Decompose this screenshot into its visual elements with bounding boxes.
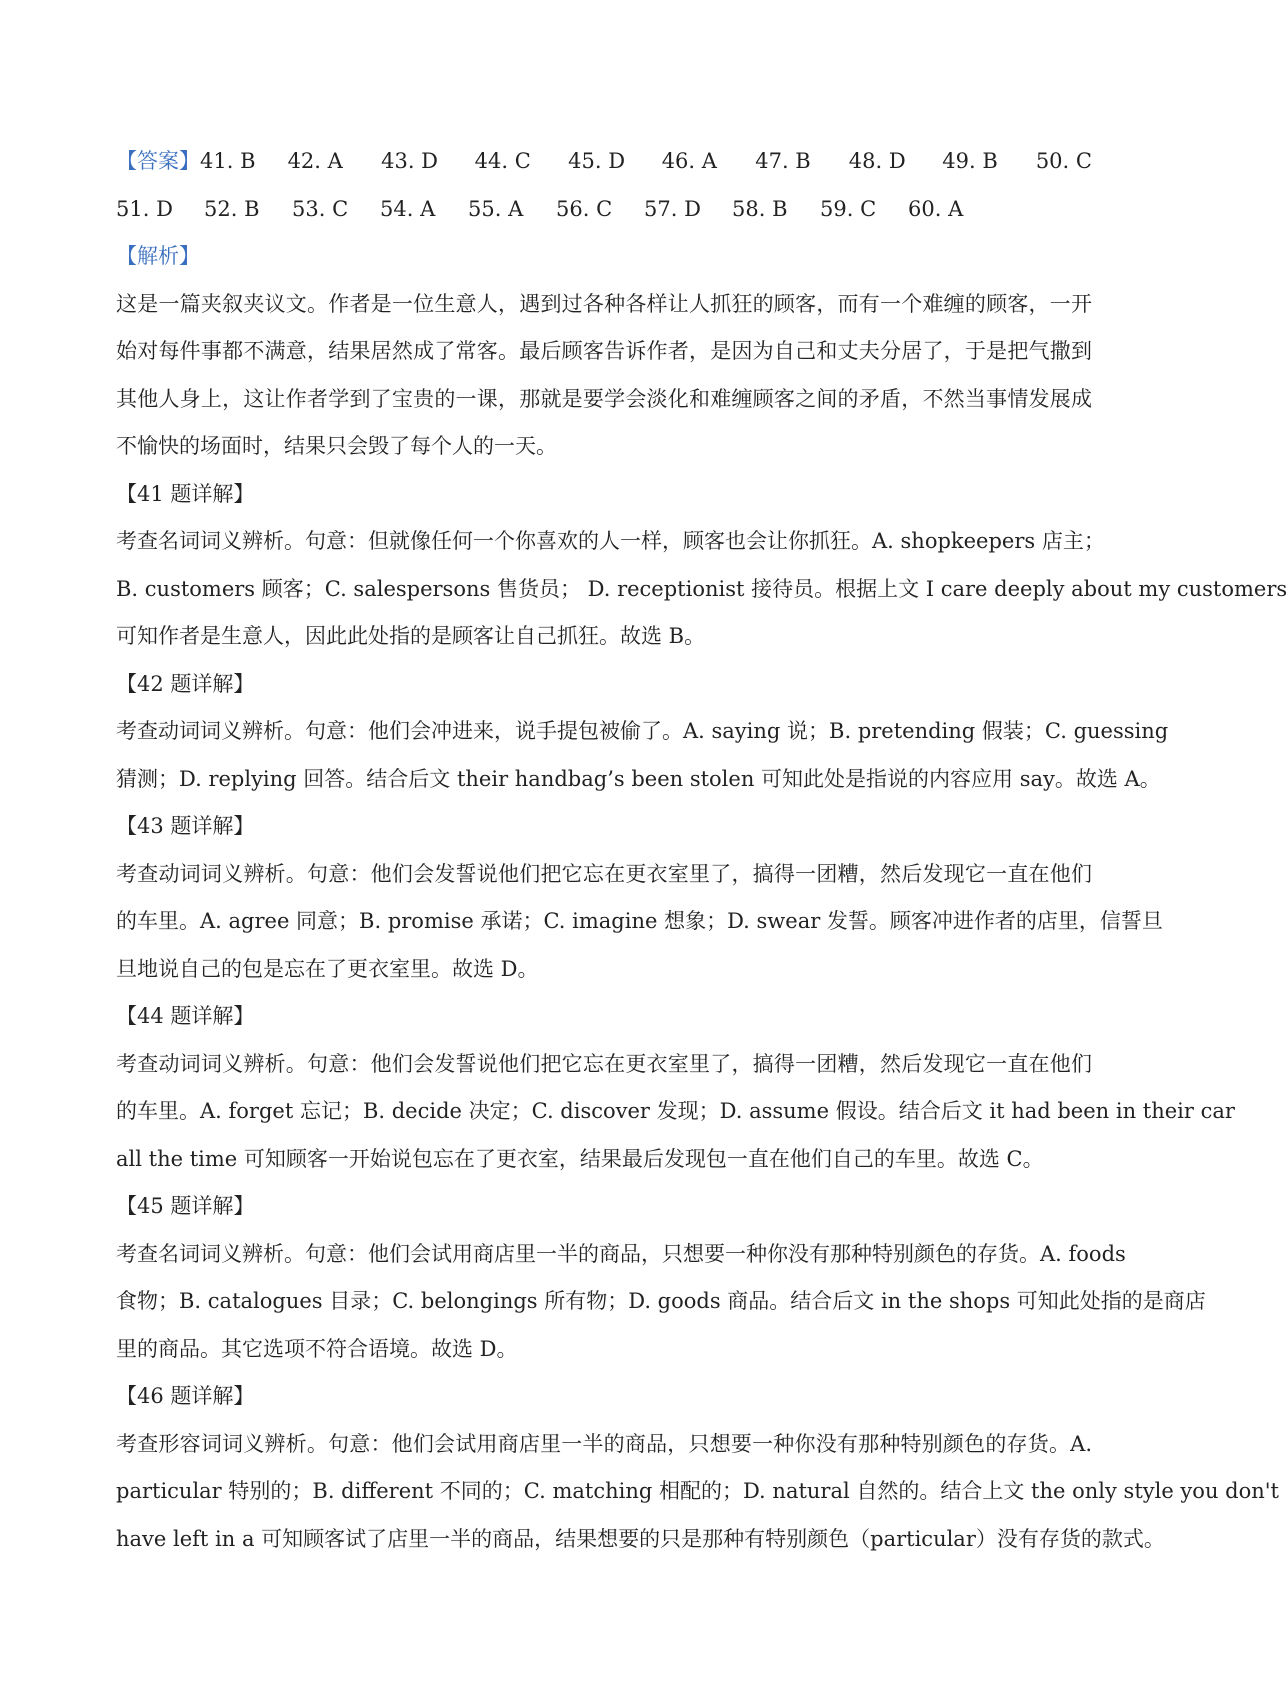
- paragraph-line: have left in a 可知顾客试了店里一半的商品，结果想要的只是那种有特别颜色（particular）没有存货的款式。: [116, 1526, 1165, 1551]
- answer-item: 43. D: [381, 149, 439, 173]
- answer-item: 44. C: [474, 149, 531, 173]
- analysis-label: 【解析】: [116, 244, 200, 268]
- answer-row-2: [116, 186, 1092, 234]
- answer-item: 41. B: [200, 149, 256, 173]
- answer-label: 【答案】: [116, 149, 200, 173]
- paragraph-line: 考查形容词词义辨析。句意：他们会试用商店里一半的商品，只想要一种你没有那种特别颜色的存货。A.: [116, 1431, 1092, 1456]
- paragraph-line: 可知作者是生意人，因此此处指的是顾客让自己抓狂。故选 B。: [116, 624, 706, 648]
- detail-paragraph-41: [116, 518, 1287, 661]
- paragraph-line: B. customers 顾客；C. salespersons 售货员； D. receptionist 接待员。根据上文 I care deeply about my customers: [116, 576, 1287, 601]
- detail-heading-45: 【45 题详解】: [116, 1194, 255, 1218]
- paragraph-line: 考查动词词义辨析。句意：他们会发誓说他们把它忘在更衣室里了，搞得一团糟，然后发现它一直在他们: [116, 1051, 1092, 1076]
- answer-item: 48. D: [848, 149, 906, 173]
- paragraph-line: 考查名词词义辨析。句意：他们会试用商店里一半的商品，只想要一种你没有那种特别颜色的存货。A. foods: [116, 1241, 1126, 1266]
- paragraph-line: 猜测；D. replying 回答。结合后文 their handbag’s been stolen 可知此处是指说的内容应用 say。故选 A。: [116, 766, 1161, 791]
- analysis-paragraph: [116, 281, 1092, 471]
- paragraph-line: 其他人身上，这让作者学到了宝贵的一课，那就是要学会淡化和难缠顾客之间的矛盾，不然当事情发展成: [116, 386, 1092, 411]
- paragraph-line: 考查动词词义辨析。句意：他们会冲进来，说手提包被偷了。A. saying 说；B. pretending 假装；C. guessing: [116, 719, 1169, 743]
- answer-item: 53. C: [292, 196, 349, 221]
- answer-item: 55. A: [468, 196, 524, 221]
- detail-paragraph-43: [116, 851, 1163, 994]
- paragraph-line: 里的商品。其它选项不符合语境。故选 D。: [116, 1336, 518, 1361]
- answer-item: 46. A: [661, 149, 717, 173]
- answer-item: 49. B: [942, 149, 998, 173]
- answer-item: 57. D: [644, 196, 701, 221]
- detail-paragraph-42: [116, 708, 1169, 803]
- answer-row-1: [116, 138, 1092, 186]
- paragraph-line: 始对每件事都不满意，结果居然成了常客。最后顾客告诉作者，是因为自己和丈夫分居了，于是把气撒到: [116, 339, 1092, 363]
- paragraph-line: 的车里。A. agree 同意；B. promise 承诺；C. imagine 想象；D. swear 发誓。顾客冲进作者的店里，信誓旦: [116, 909, 1163, 933]
- detail-heading-44: 【44 题详解】: [116, 1004, 255, 1028]
- answer-item: 51. D: [116, 196, 173, 221]
- detail-paragraph-44: [116, 1041, 1235, 1184]
- answer-item: 45. D: [568, 149, 626, 173]
- paragraph-line: 食物；B. catalogues 目录；C. belongings 所有物；D. goods 商品。结合后文 in the shops 可知此处指的是商店: [116, 1289, 1206, 1313]
- answer-item: 42. A: [287, 149, 343, 173]
- document-page: [116, 138, 1287, 1563]
- detail-heading-42: 【42 题详解】: [116, 671, 255, 696]
- answer-item: 56. C: [556, 196, 613, 221]
- paragraph-line: 旦地说自己的包是忘在了更衣室里。故选 D。: [116, 956, 539, 981]
- answer-item: 58. B: [732, 196, 788, 221]
- answer-item: 54. A: [380, 196, 436, 221]
- detail-heading-43: 【43 题详解】: [116, 814, 255, 838]
- detail-paragraph-45: [116, 1231, 1206, 1374]
- answer-item: 60. A: [908, 196, 964, 221]
- detail-heading-41: 【41 题详解】: [116, 481, 255, 506]
- paragraph-line: 不愉快的场面时，结果只会毁了每个人的一天。: [116, 434, 557, 458]
- paragraph-line: 这是一篇夹叙夹议文。作者是一位生意人，遇到过各种各样让人抓狂的顾客，而有一个难缠的顾客，一开: [116, 291, 1092, 316]
- paragraph-line: 的车里。A. forget 忘记；B. decide 决定；C. discover 发现；D. assume 假设。结合后文 it had been in their car: [116, 1099, 1235, 1123]
- paragraph-line: all the time 可知顾客一开始说包忘在了更衣室，结果最后发现包一直在他们自己的车里。故选 C。: [116, 1146, 1044, 1171]
- paragraph-line: 考查动词词义辨析。句意：他们会发誓说他们把它忘在更衣室里了，搞得一团糟，然后发现它一直在他们: [116, 861, 1092, 886]
- answer-item: 52. B: [204, 196, 260, 221]
- paragraph-line: particular 特别的；B. different 不同的；C. matching 相配的；D. natural 自然的。结合上文 the only style you don't: [116, 1479, 1279, 1503]
- detail-paragraph-46: [116, 1421, 1279, 1564]
- paragraph-line: 考查名词词义辨析。句意：但就像任何一个你喜欢的人一样，顾客也会让你抓狂。A. shopkeepers 店主；: [116, 529, 1105, 553]
- answer-item: 59. C: [820, 196, 877, 221]
- answer-item: 50. C: [1035, 149, 1092, 173]
- answer-item: 47. B: [755, 149, 811, 173]
- detail-heading-46: 【46 题详解】: [116, 1384, 255, 1408]
